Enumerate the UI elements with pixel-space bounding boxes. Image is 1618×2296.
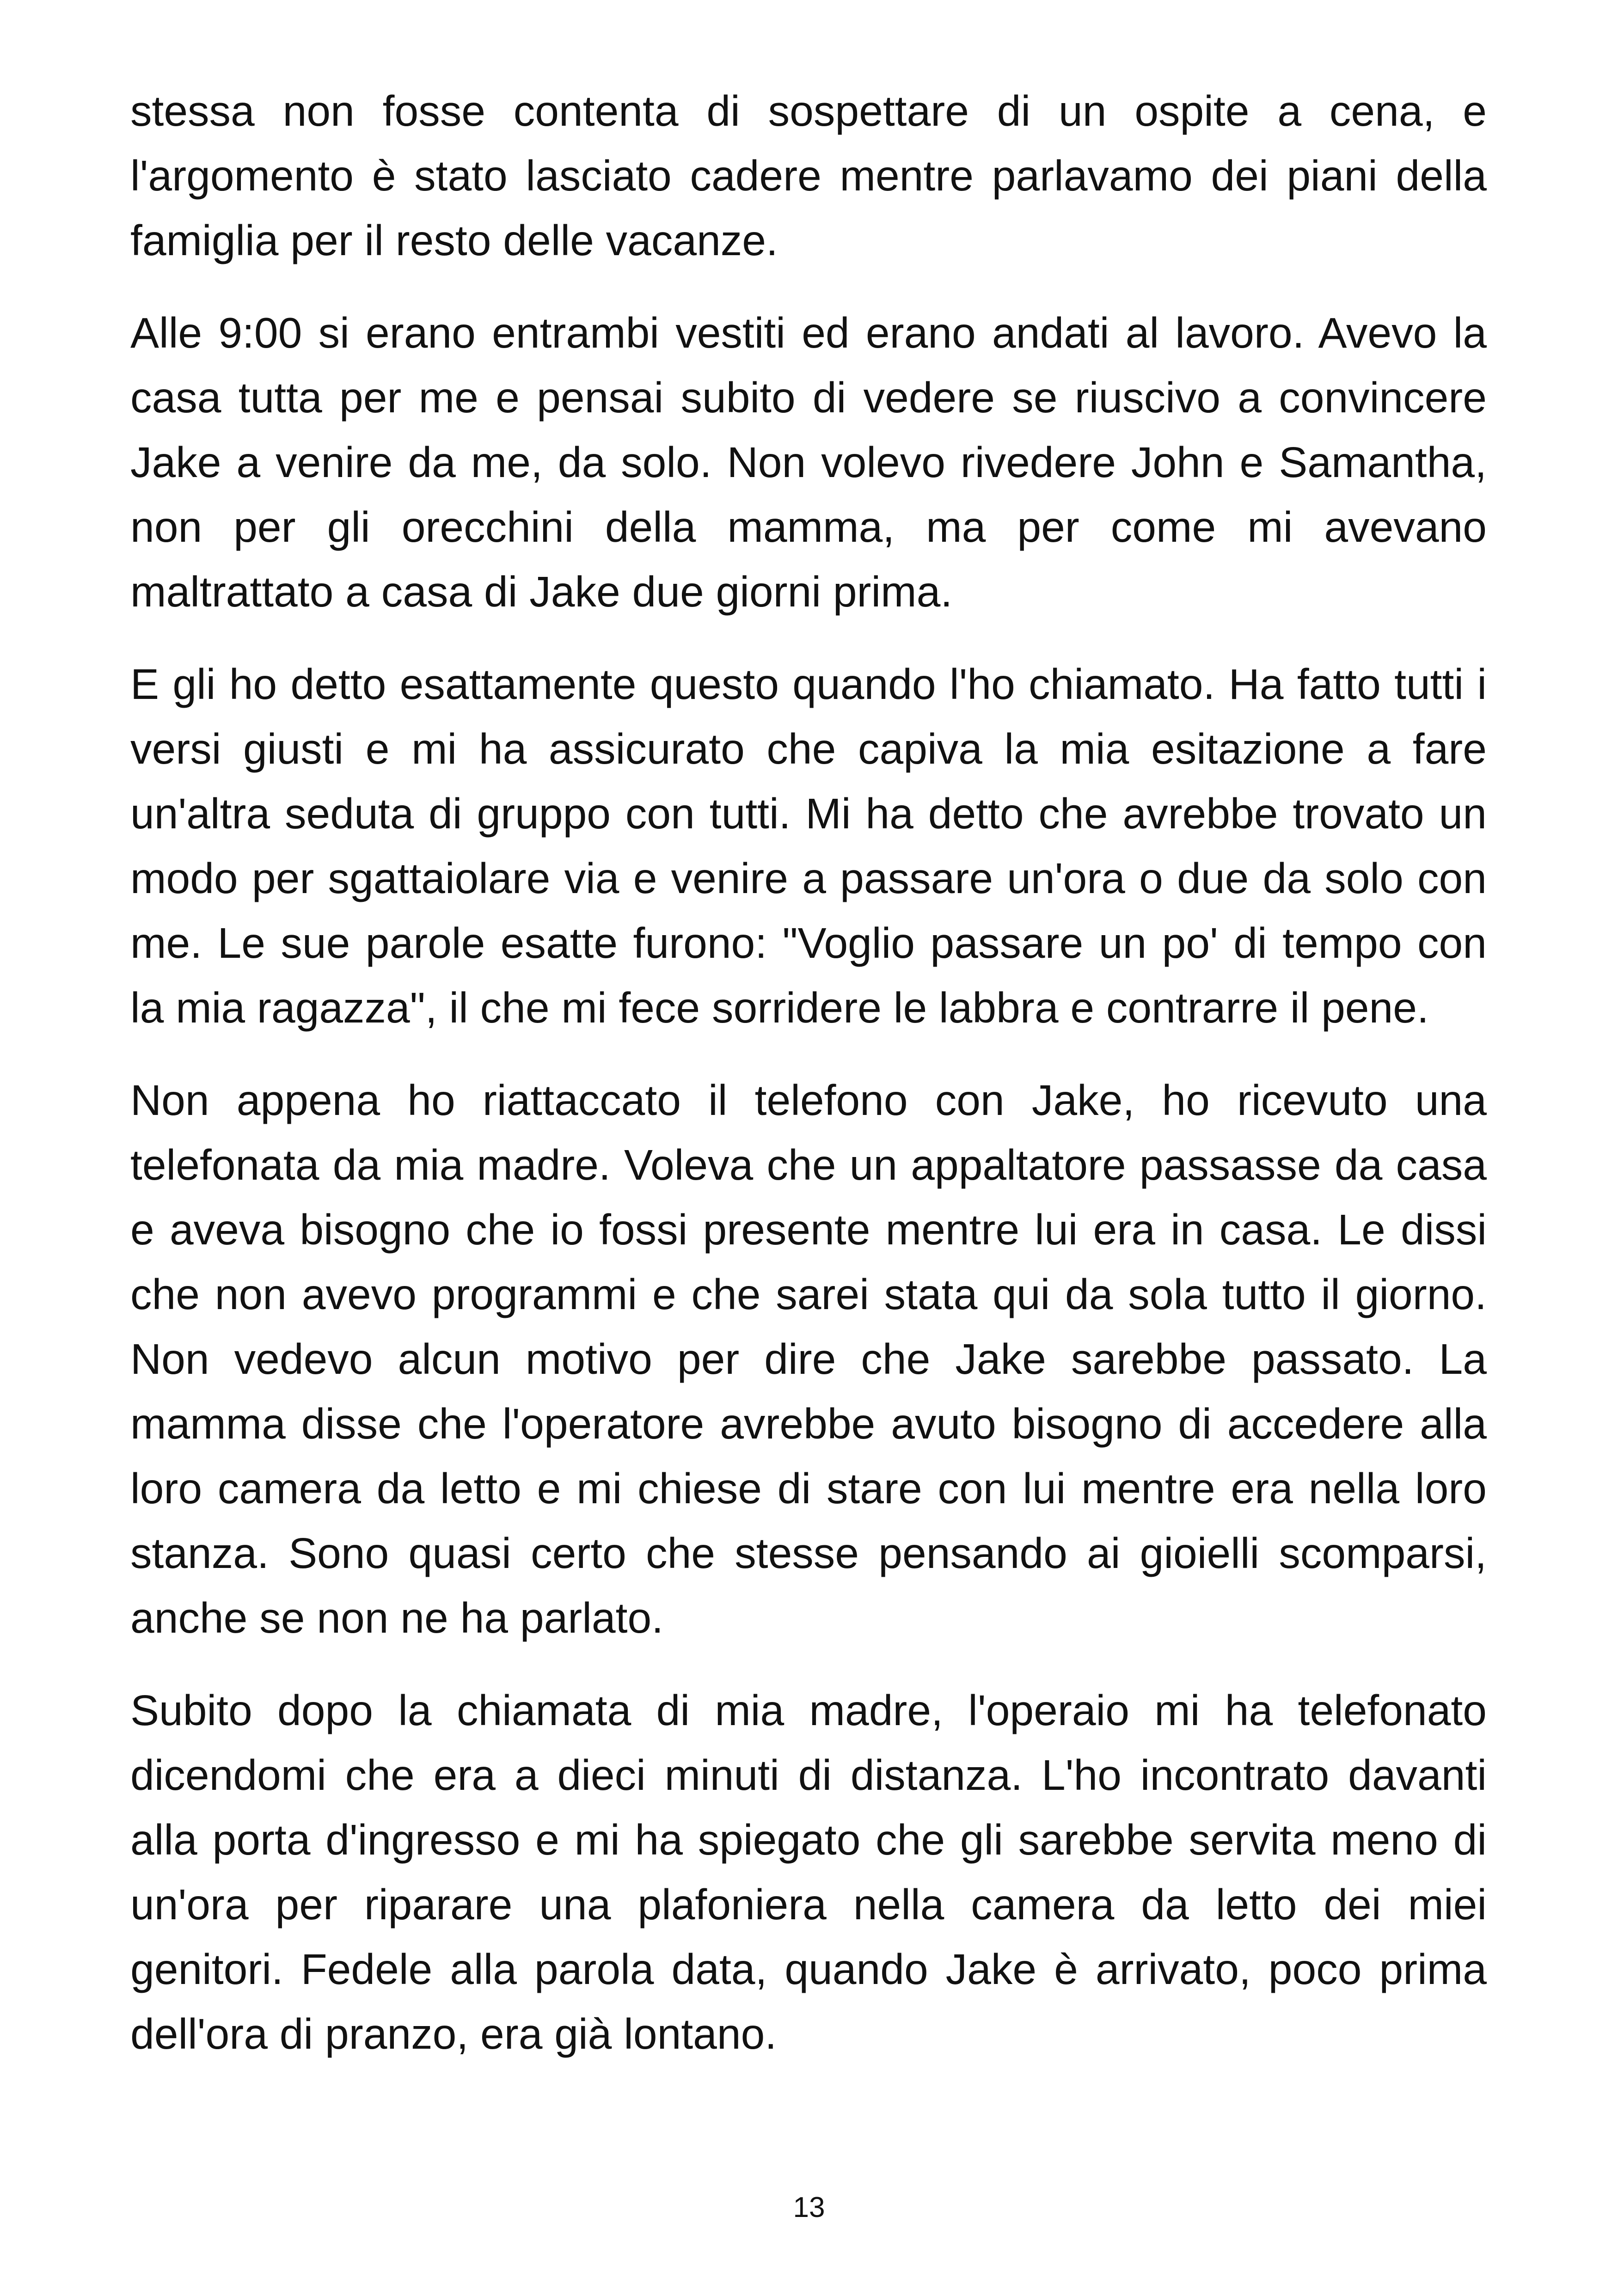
paragraph: Subito dopo la chiamata di mia madre, l'operaio mi ha telefonato dicendomi che era a dieci minuti di distanza. L'ho incontrato davanti alla porta d'ingresso e mi ha spiegato che gli sarebbe servita meno di un'ora per riparare una plafoniera nella camera da letto dei miei genitori. Fedele alla parola data, quando Jake è arrivato, poco prima dell'ora di pranzo, era già lontano.: [130, 1686, 1487, 2058]
page-number: 13: [793, 2192, 825, 2223]
paragraph: E gli ho detto esattamente questo quando l'ho chiamato. Ha fatto tutti i versi giusti e mi ha assicurato che capiva la mia esitazione a fare un'altra seduta di gruppo con tutti. Mi ha detto che avrebbe trovato un modo per sgattaiolare via e venire a passare un'ora o due da solo con me. Le sue parole esatte furono: "Voglio passare un po' di tempo con la mia ragazza", il che mi fece sorridere le labbra e contrarre il pene.: [130, 660, 1487, 1032]
paragraph: stessa non fosse contenta di sospettare di un ospite a cena, e l'argomento è stato lasciato cadere mentre parlavamo dei piani della famiglia per il resto delle vacanze.: [130, 87, 1487, 264]
paragraph: Non appena ho riattaccato il telefono con Jake, ho ricevuto una telefonata da mia madre. Voleva che un appaltatore passasse da casa e aveva bisogno che io fossi presente mentre lui era in casa. Le dissi che non avevo programmi e che sarei stata qui da sola tutto il giorno. Non vedevo alcun motivo per dire che Jake sarebbe passato. La mamma disse che l'operatore avrebbe avuto bisogno di accedere alla loro camera da letto e mi chiese di stare con lui mentre era nella loro stanza. Sono quasi certo che stesse pensando ai gioielli scomparsi, anche se non ne ha parlato.: [130, 1076, 1487, 1642]
page-text-body: [130, 79, 1487, 2094]
paragraph: Alle 9:00 si erano entrambi vestiti ed erano andati al lavoro. Avevo la casa tutta per me e pensai subito di vedere se riuscivo a convincere Jake a venire da me, da solo. Non volevo rivedere John e Samantha, non per gli orecchini della mamma, ma per come mi avevano maltrattato a casa di Jake due giorni prima.: [130, 309, 1487, 616]
